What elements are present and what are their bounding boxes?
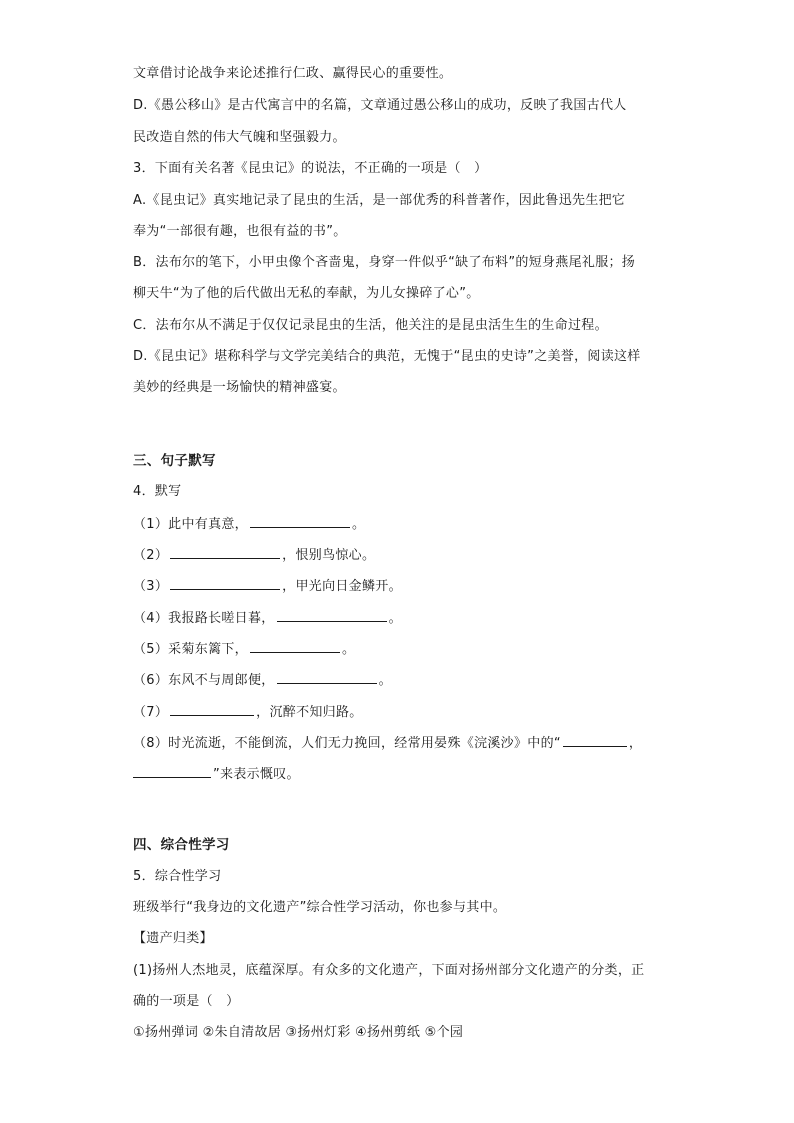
section-heading: 三、句子默写	[133, 453, 216, 469]
answer-blank[interactable]	[170, 701, 254, 716]
section-heading: 四、综合性学习	[133, 837, 230, 853]
answer-blank[interactable]	[563, 732, 627, 747]
dictation-item: （5）采菊东篱下， 。	[133, 638, 355, 660]
text-line: 美妙的经典是一场愉快的精神盛宴。	[133, 380, 346, 395]
dictation-item: （6）东风不与周郎便， 。	[133, 669, 392, 691]
text-line: 奉为“一部很有趣，也很有益的书”。	[133, 224, 347, 239]
answer-blank[interactable]	[170, 575, 280, 590]
option-b-line: B．法布尔的笔下，小甲虫像个吝啬鬼，身穿一件似乎“缺了布料”的短身燕尾礼服；扬	[133, 255, 636, 270]
dictation-item: （7） ，沉醉不知归路。	[133, 701, 363, 723]
question-4: 4．默写	[133, 484, 182, 499]
dictation-item: （8）时光流逝，不能倒流，人们无力挽回，经常用晏殊《浣溪沙》中的“ ，	[133, 732, 642, 754]
sub-question-line: 确的一项是（ ）	[133, 994, 240, 1009]
dictation-item: （3） ，甲光向日金鳞开。	[133, 575, 402, 597]
option-d-line: D.《昆虫记》堪称科学与文学完美结合的典范，无愧于“昆虫的史诗”之美誉，阅读这样	[133, 349, 641, 364]
heritage-options: ①扬州弹词 ②朱自清故居 ③扬州灯彩 ④扬州剪纸 ⑤个园	[133, 1025, 464, 1040]
answer-blank[interactable]	[133, 763, 211, 778]
sub-question-line: (1)扬州人杰地灵，底蕴深厚。有众多的文化遗产，下面对扬州部分文化遗产的分类，正	[133, 963, 645, 978]
question-3: 3．下面有关名著《昆虫记》的说法，不正确的一项是（ ）	[133, 161, 488, 176]
text-line: 文章借讨论战争来论述推行仁政、赢得民心的重要性。	[133, 66, 453, 81]
question-5: 5．综合性学习	[133, 869, 222, 884]
answer-blank[interactable]	[250, 638, 340, 653]
activity-intro: 班级举行“我身边的文化遗产”综合性学习活动，你也参与其中。	[133, 900, 507, 915]
text-line: 柳天牛“为了他的后代做出无私的奉献，为儿女操碎了心”。	[133, 286, 480, 301]
answer-blank[interactable]	[170, 544, 280, 559]
dictation-item: （2） ，恨别鸟惊心。	[133, 544, 375, 566]
dictation-item: （1）此中有真意， 。	[133, 513, 365, 535]
answer-blank[interactable]	[277, 669, 377, 684]
option-d-line: D.《愚公移山》是古代寓言中的名篇，文章通过愚公移山的成功，反映了我国古代人	[133, 98, 627, 113]
dictation-item: （4）我报路长嗟日暮， 。	[133, 607, 402, 629]
option-a-line: A.《昆虫记》真实地记录了昆虫的生活，是一部优秀的科普著作，因此鲁迅先生把它	[133, 193, 626, 208]
dictation-item-continued: ”来表示慨叹。	[133, 763, 300, 785]
subsection-tag: 【遗产归类】	[133, 931, 213, 946]
answer-blank[interactable]	[250, 513, 350, 528]
text-line: 民改造自然的伟大气魄和坚强毅力。	[133, 130, 346, 145]
option-c-line: C．法布尔从不满足于仅仅记录昆虫的生活，他关注的是昆虫活生生的生命过程。	[133, 318, 608, 333]
answer-blank[interactable]	[277, 607, 387, 622]
